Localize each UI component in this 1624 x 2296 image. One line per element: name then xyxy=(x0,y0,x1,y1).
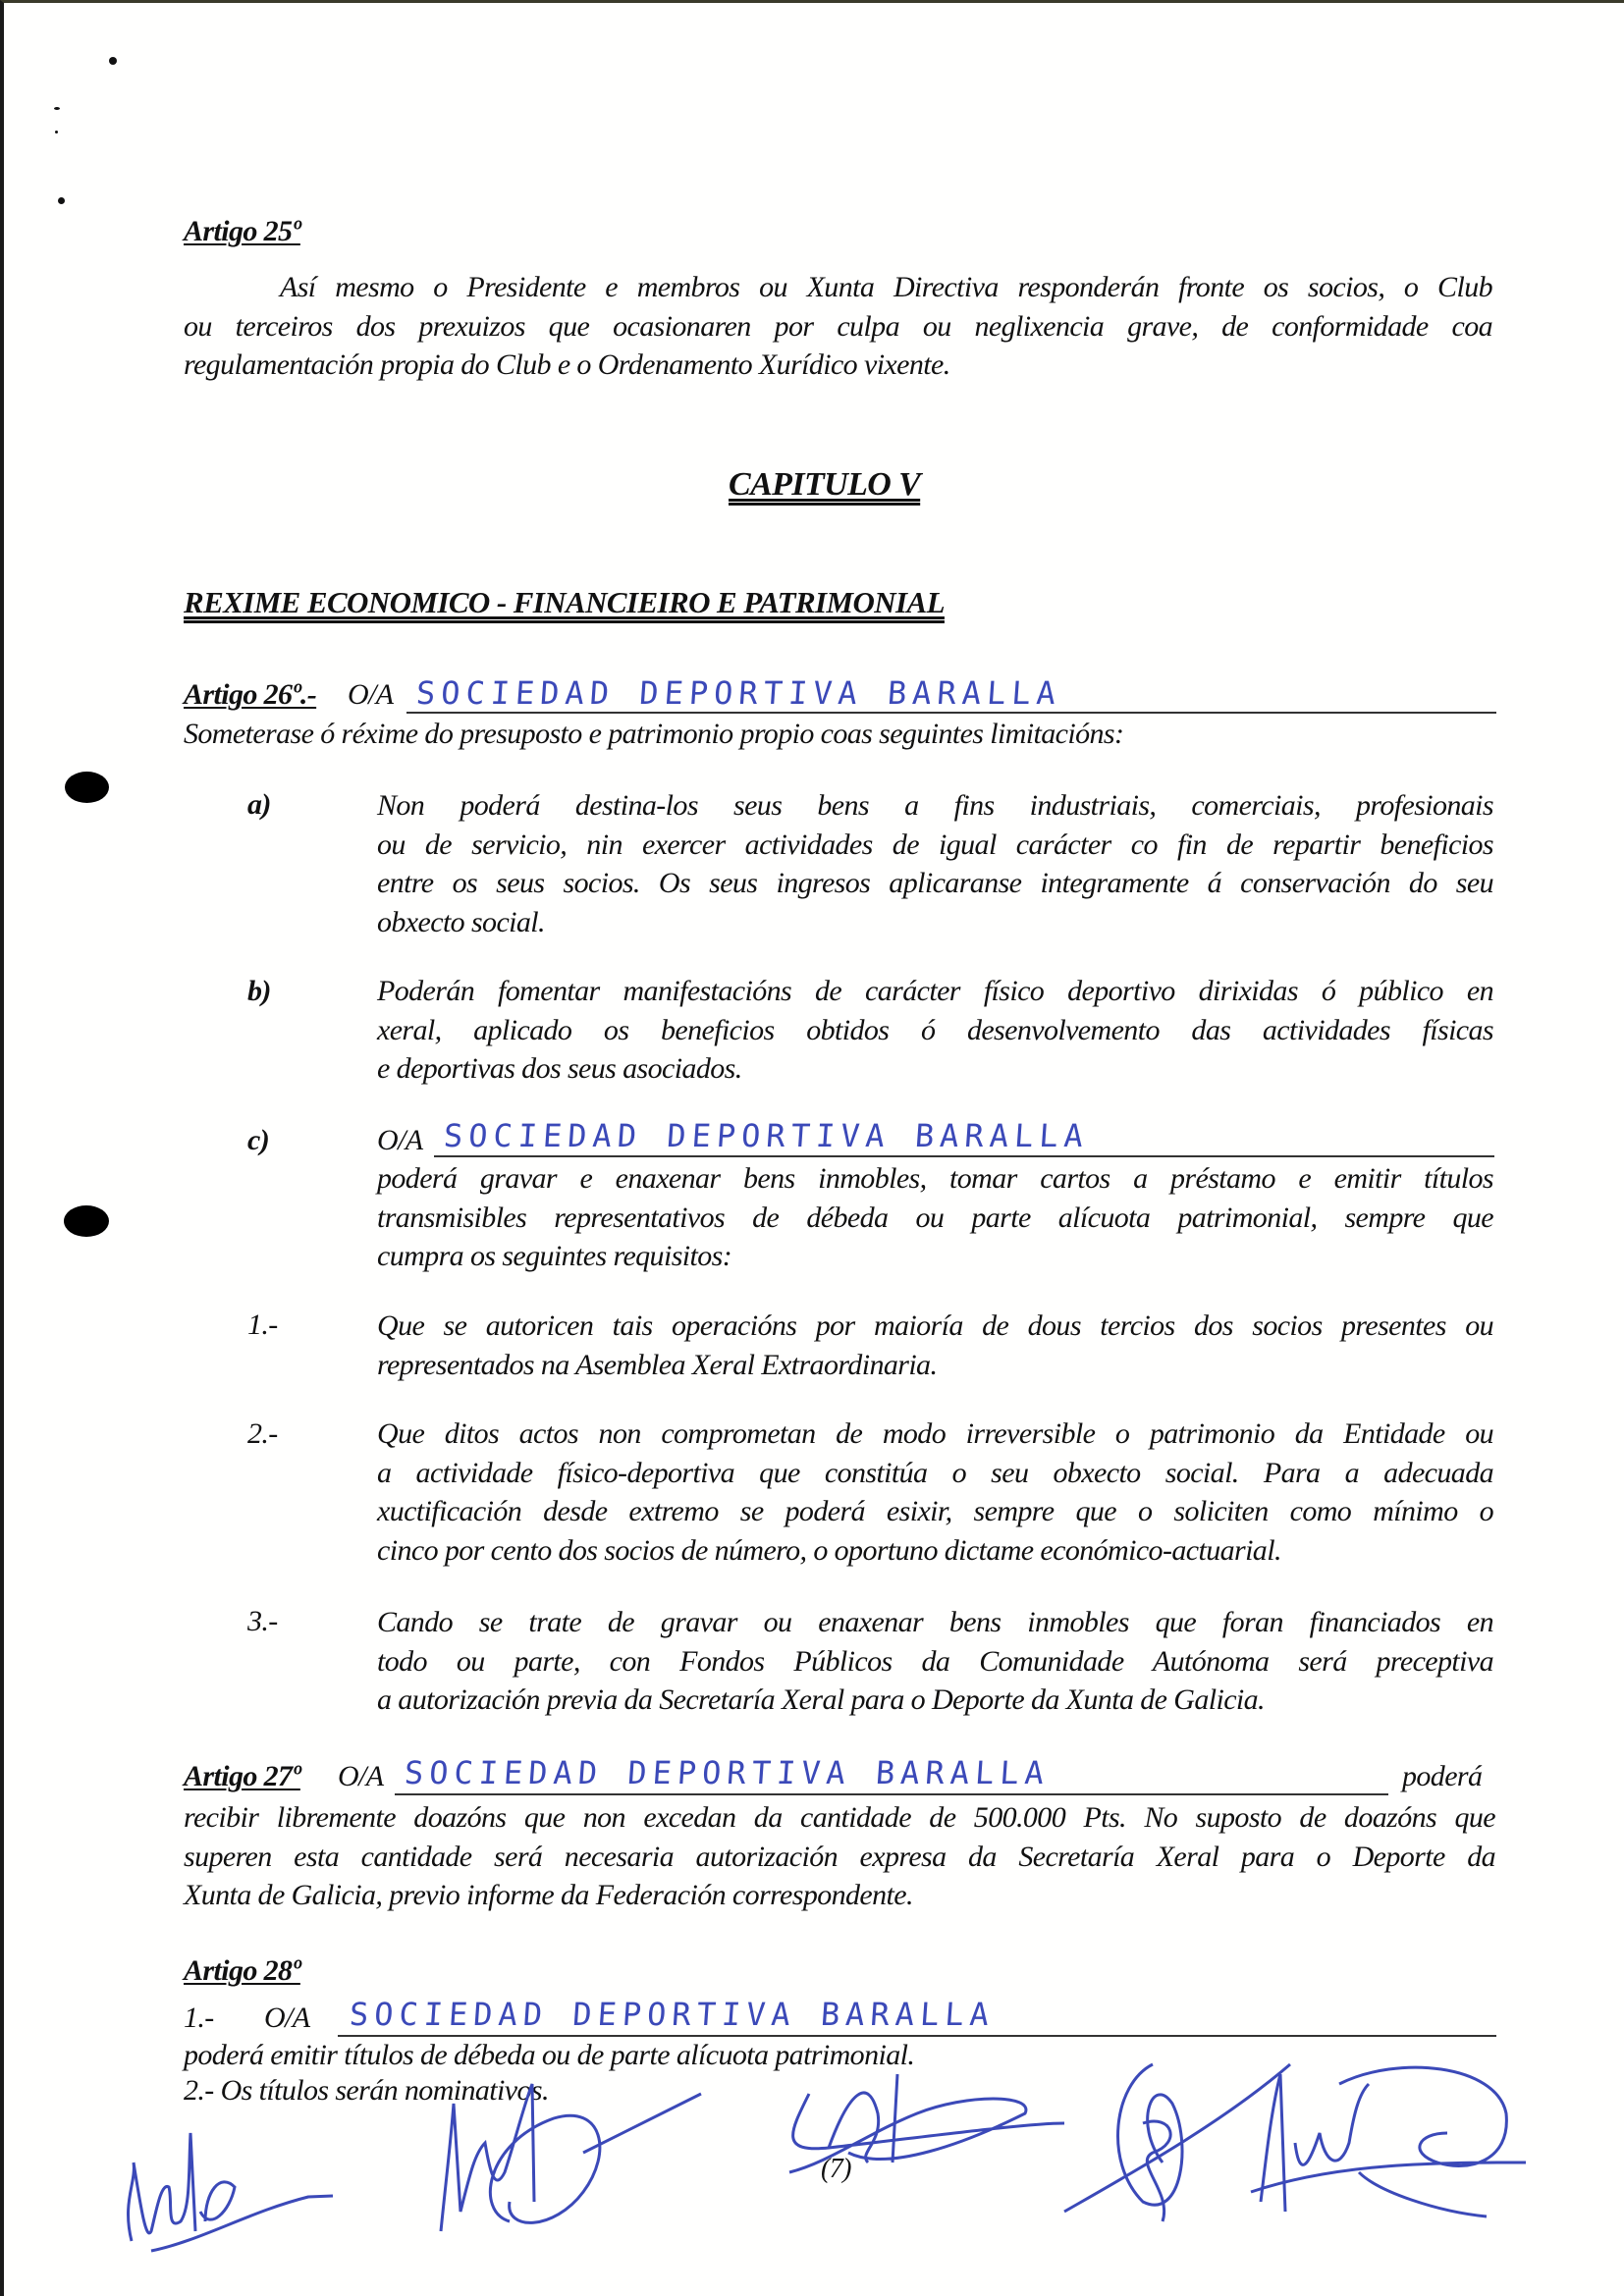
item-2-label: 2.- xyxy=(247,1417,278,1450)
artigo27-prefix: O/A xyxy=(338,1760,384,1792)
signature-2-icon xyxy=(416,2064,711,2241)
artigo28-heading: Artigo 28º xyxy=(184,1954,300,1987)
item-a-line: ou de servicio, nin exercer actividades de igual carácter co fin de repartir beneficios xyxy=(377,828,1493,861)
scan-speck xyxy=(54,107,60,110)
item-c-line: poderá gravar e enaxenar bens inmobles, tomar cartos a préstamo e emitir títulos xyxy=(377,1162,1493,1195)
artigo25-line: Así mesmo o Presidente e membros ou Xunta Directiva responderán fronte os socios, o Club xyxy=(280,271,1492,303)
page-number: (7) xyxy=(821,2154,851,2184)
item-1-label: 1.- xyxy=(247,1308,278,1341)
item-c-name-line xyxy=(434,1155,1494,1157)
item-2-body xyxy=(377,1415,1493,1570)
artigo28-handwritten-name[interactable]: SOCIEDAD DEPORTIVA BARALLA xyxy=(348,1996,997,2033)
artigo27-body xyxy=(184,1798,1495,1915)
item-3-line: a autorización previa da Secretaría Xeral para o Deporte da Xunta de Galicia. xyxy=(377,1683,1265,1716)
item-c-handwritten-name[interactable]: SOCIEDAD DEPORTIVA BARALLA xyxy=(442,1117,1091,1154)
artigo27-heading: Artigo 27º xyxy=(184,1760,300,1792)
item-a-line: Non poderá destina-los seus bens a fins industriais, comerciais, profesionais xyxy=(377,789,1493,822)
item-3-label: 3.- xyxy=(247,1605,278,1637)
artigo27-line: superen esta cantidade será necesaria autorización expresa da Secretaría Xeral para o Deporte da xyxy=(184,1840,1495,1873)
artigo26-name-line xyxy=(406,712,1496,714)
artigo28-name-line xyxy=(338,2035,1496,2037)
artigo27-handwritten-name[interactable]: SOCIEDAD DEPORTIVA BARALLA xyxy=(403,1754,1052,1791)
artigo26-heading: Artigo 26º.- xyxy=(184,678,317,711)
item-2-line: Que ditos actos non comprometan de modo irreversible o patrimonio da Entidade ou xyxy=(377,1417,1493,1450)
artigo28-item1-label: 1.- xyxy=(184,2002,214,2034)
item-b-line: xeral, aplicado os beneficios obtidos ó desenvolvemento das actividades físicas xyxy=(377,1013,1493,1046)
punch-hole-bottom xyxy=(64,1205,109,1237)
item-2-line: cinco por cento dos socios de número, o oportuno dictame económico-actuarial. xyxy=(377,1533,1281,1567)
item-b-line: Poderán fomentar manifestacións de carácter físico deportivo dirixidas ó público en xyxy=(377,975,1493,1007)
item-3-body xyxy=(377,1603,1493,1720)
signature-1-icon xyxy=(112,2094,338,2261)
artigo27-suffix: poderá xyxy=(1402,1760,1483,1792)
artigo26-prefix: O/A xyxy=(348,678,394,711)
item-2-line: a actividade físico-deportiva que constitúa o seu obxecto social. Para a adecuada xyxy=(377,1456,1493,1489)
artigo27-line: Xunta de Galicia, previo informe da Federación correspondente. xyxy=(184,1879,913,1911)
punch-hole-top xyxy=(65,772,109,803)
signature-3-icon xyxy=(770,2055,1064,2192)
item-b-label: b) xyxy=(247,975,271,1007)
item-a-line: entre os seus socios. Os seus ingresos aplicaranse integramente á conservación do seu xyxy=(377,867,1493,899)
artigo26-handwritten-name[interactable]: SOCIEDAD DEPORTIVA BARALLA xyxy=(414,674,1063,712)
item-c-label: c) xyxy=(247,1124,270,1156)
item-3-line: todo ou parte, con Fondos Públicos da Comunidade Autónoma será preceptiva xyxy=(377,1644,1493,1678)
artigo28-item1-text: poderá emitir títulos de débeda ou de parte alícuota patrimonial. xyxy=(184,2039,915,2071)
artigo27-line: recibir libremente doazóns que non excedan da cantidade de 500.000 Pts. No suposto de doazóns que xyxy=(184,1801,1495,1834)
item-1-body xyxy=(377,1307,1493,1384)
artigo25-line: ou terceiros dos prexuizos que ocasionaren por culpa ou neglixencia grave, de conformidade coa xyxy=(184,309,1492,343)
scan-speck xyxy=(55,131,58,133)
item-c-line: cumpra os seguintes requisitos: xyxy=(377,1240,732,1272)
item-3-line: Cando se trate de gravar ou enaxenar bens inmobles que foran financiados en xyxy=(377,1606,1493,1638)
item-a-line: obxecto social. xyxy=(377,905,545,938)
item-c-body xyxy=(377,1159,1493,1276)
artigo28-prefix: O/A xyxy=(264,2002,310,2034)
chapter-subtitle: REXIME ECONOMICO - FINANCIEIRO E PATRIMONIAL xyxy=(184,585,945,619)
artigo25-body xyxy=(184,268,1492,385)
scan-speck xyxy=(58,197,65,204)
artigo25-heading: Artigo 25º xyxy=(184,215,300,247)
item-a-body xyxy=(377,786,1493,941)
item-c-line: transmisibles representativos de débeda ou parte alícuota patrimonial, sempre que xyxy=(377,1201,1493,1234)
signature-5-icon xyxy=(1241,2055,1536,2221)
item-1-line: representados na Asemblea Xeral Extraordinaria. xyxy=(377,1348,938,1381)
chapter-title: CAPITULO V xyxy=(729,466,921,503)
item-1-line: Que se autoricen tais operacións por maioría de dous tercios dos socios presentes ou xyxy=(377,1309,1493,1342)
item-2-line: xuctificación desde extremo se poderá esixir, sempre que o soliciten como mínimo o xyxy=(377,1495,1493,1527)
item-b-line: e deportivas dos seus asociados. xyxy=(377,1052,742,1085)
scan-speck xyxy=(109,57,117,65)
artigo27-name-line xyxy=(395,1793,1388,1795)
item-a-label: a) xyxy=(247,788,271,821)
artigo28-item2-text: 2.- Os títulos serán nominativos. xyxy=(184,2074,549,2107)
item-b-body xyxy=(377,972,1493,1089)
artigo26-intro: Someterase ó réxime do presuposto e patrimonio propio coas seguintes limitacións: xyxy=(184,718,1124,750)
artigo25-line: regulamentación propia do Club e o Ordenamento Xurídico vixente. xyxy=(184,348,950,381)
item-c-prefix: O/A xyxy=(377,1124,423,1156)
